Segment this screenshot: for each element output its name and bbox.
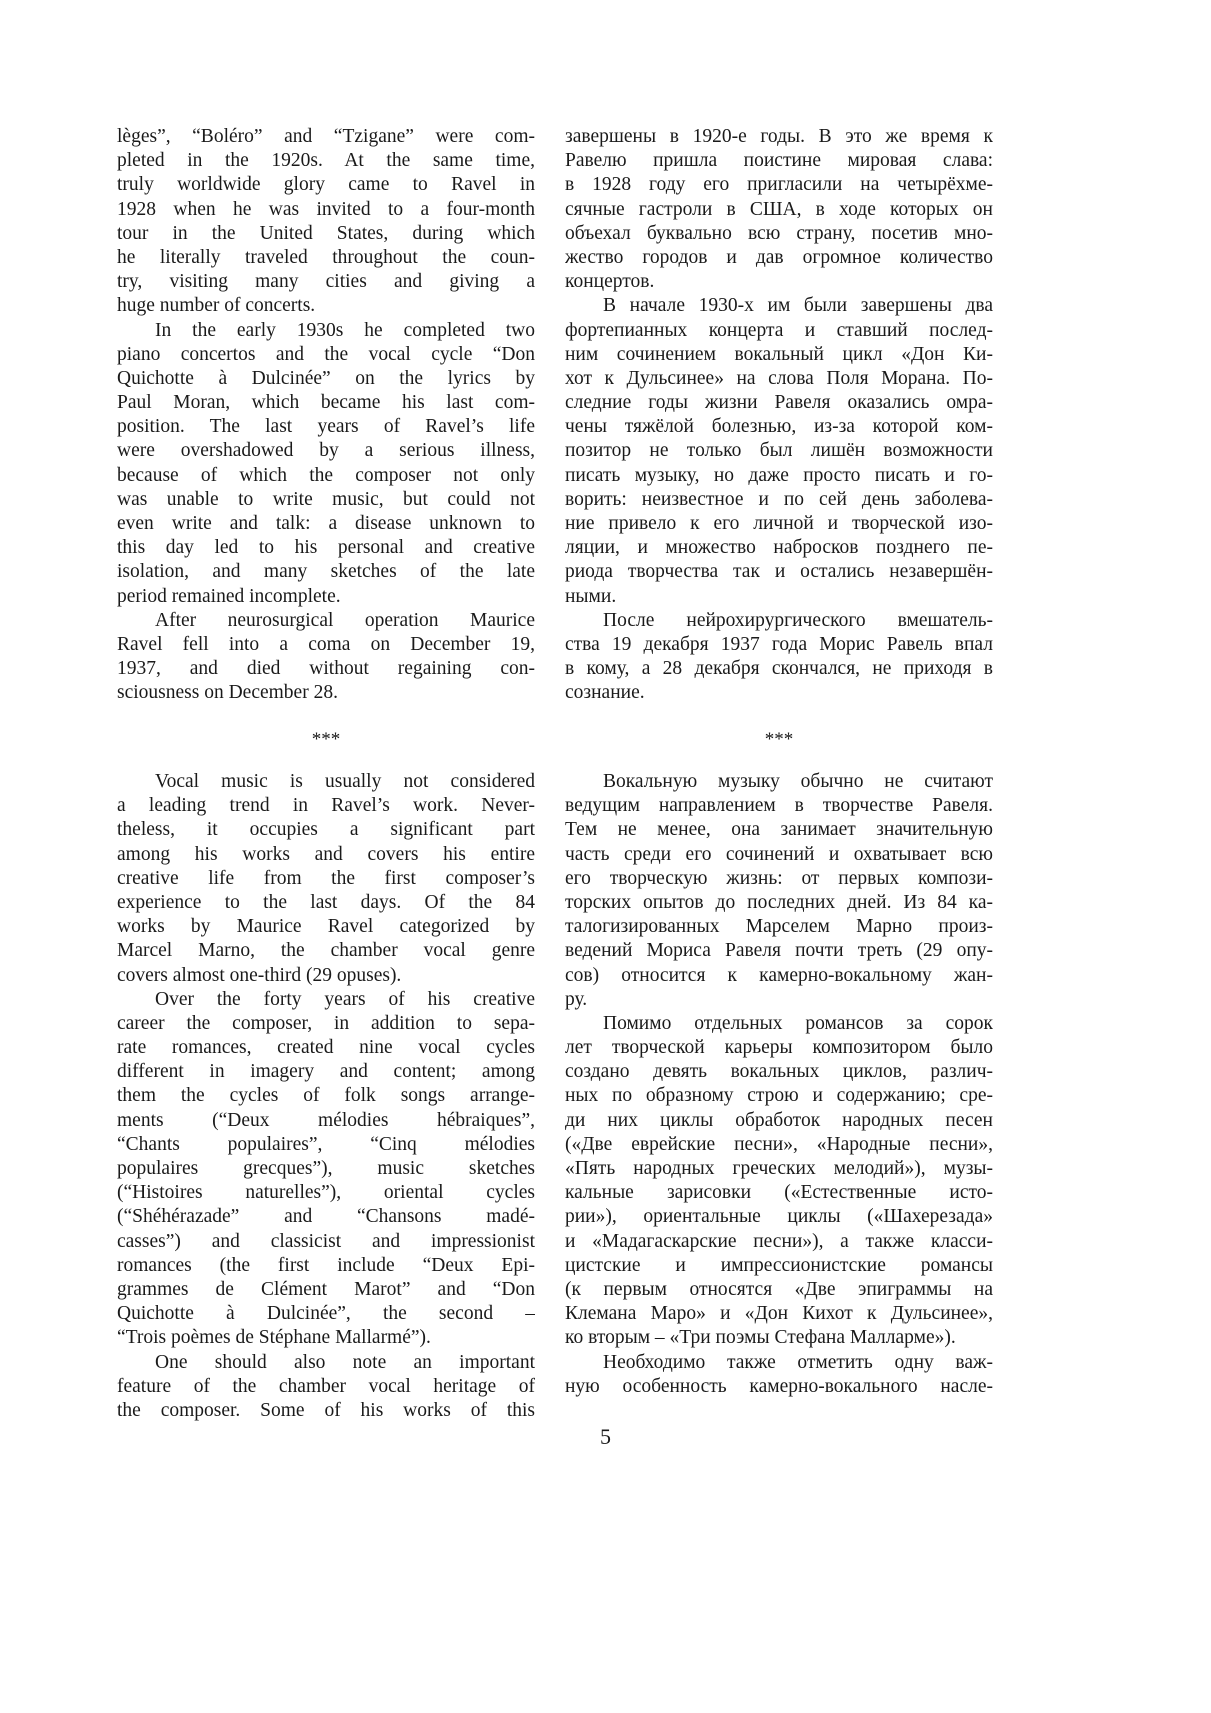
paragraph [117, 1351, 535, 1424]
text-line: торских опытов до последних дней. Из 84 ка- [565, 891, 993, 913]
paragraph [565, 125, 993, 294]
text-line: ним сочинением вокальный цикл «Дон Ки- [565, 343, 993, 365]
text-line: 1937, and died without regaining con- [117, 658, 535, 680]
text-line: сов) относится к камерно-вокальному жан- [565, 964, 993, 986]
text-line: Равелю пришла поистине мировая слава: [565, 150, 993, 172]
text-line: isolation, and many sketches of the late [117, 561, 535, 583]
text-line: писать музыку, но даже просто писать и го- [565, 464, 993, 486]
text-line: different in imagery and content; among [117, 1061, 535, 1083]
text-line: завершены в 1920-е годы. В это же время к [565, 126, 993, 147]
text-line: ди них циклы обработок народных песен [565, 1109, 993, 1131]
section-separator-english: *** [311, 729, 341, 750]
text-line: талогизированных Марселем Марно произ- [565, 916, 993, 938]
text-line: career the composer, in addition to sepa- [117, 1012, 535, 1034]
text-line: lèges”, “Boléro” and “Tzigane” were com- [117, 126, 535, 147]
text-line: sciousness on December 28. [117, 682, 338, 704]
text-line: лет творческой карьеры композитором было [565, 1037, 993, 1059]
text-line: them the cycles of folk songs arrange- [117, 1085, 535, 1107]
text-line: Marcel Marno, the chamber vocal genre [117, 940, 535, 962]
text-line: were overshadowed by a serious illness, [117, 440, 535, 462]
text-line: truly worldwide glory came to Ravel in [117, 174, 535, 196]
text-line: Vocal music is usually not considered [155, 771, 535, 792]
text-line: ворить: неизвестное и по сей день заболева- [565, 488, 993, 510]
text-line: Необходимо также отметить одну важ- [603, 1351, 993, 1373]
text-line: (“Histoires naturelles”), oriental cycles [117, 1182, 535, 1204]
text-line: кальные зарисовки («Естественные исто- [565, 1182, 993, 1204]
text-line: pleted in the 1920s. At the same time, [117, 150, 535, 172]
text-line: grammes de Clément Marot” and “Don [117, 1278, 535, 1300]
text-line: this day led to his personal and creative [117, 537, 535, 559]
text-line: ляции, и множество набросков позднего пе- [565, 537, 993, 559]
text-line: риода творчества так и остались незавершён- [565, 561, 993, 583]
text-line: period remained incomplete. [117, 585, 341, 607]
text-line: сячные гастроли в США, в ходе которых он [565, 198, 993, 220]
text-line: После нейрохирургического вмешатель- [603, 609, 993, 631]
text-line: ведений Мориса Равеля почти треть (29 опу- [565, 940, 993, 962]
text-line: ства 19 декабря 1937 года Морис Равель впал [565, 633, 993, 655]
text-line: One should also note an important [155, 1351, 535, 1373]
russian-column-top [565, 125, 993, 706]
paragraph [117, 770, 535, 988]
text-line: жество городов и дав огромное количество [565, 246, 993, 268]
text-line: Over the forty years of his creative [155, 988, 535, 1010]
text-line: covers almost one-third (29 opuses). [117, 964, 402, 986]
text-line: чены тяжёлой болезнью, из-за которой ком- [565, 416, 993, 438]
text-line: try, visiting many cities and giving a [117, 271, 535, 293]
text-line: “Chants populaires”, “Cinq mélodies [117, 1133, 535, 1155]
text-line: Ravel fell into a coma on December 19, [117, 633, 535, 655]
text-line: theless, it occupies a significant part [117, 819, 535, 841]
paragraph [565, 609, 993, 706]
text-line: концертов. [565, 271, 655, 293]
text-line: populaires grecques”), music sketches [117, 1158, 535, 1179]
text-line: (“Shéhérazade” and “Chansons madé- [117, 1206, 535, 1228]
paragraph [117, 988, 535, 1351]
text-line: «Пять народных греческих мелодий»), музы- [565, 1158, 993, 1179]
text-line: и «Мадагаскарские песни»), а также класси- [565, 1230, 993, 1252]
paragraph [117, 319, 535, 609]
text-line: Помимо отдельных романсов за сорок [603, 1012, 993, 1034]
section-separator-russian: *** [764, 729, 794, 750]
text-line: even write and talk: a disease unknown to [117, 513, 535, 534]
english-column-bottom [117, 770, 535, 1423]
paragraph [565, 1351, 993, 1399]
text-line: Клемана Маро» и «Дон Кихот к Дульсинее», [565, 1303, 993, 1325]
text-line: ных по образному строю и содержанию; сре- [565, 1085, 993, 1107]
text-line: сознание. [565, 682, 645, 704]
paragraph [565, 294, 993, 608]
text-line: a leading trend in Ravel’s work. Never- [117, 795, 535, 817]
text-line: объехал буквально всю страну, посетив мно- [565, 222, 993, 244]
paragraph [565, 770, 993, 1012]
text-line: was unable to write music, but could not [117, 488, 535, 510]
paragraph [117, 609, 535, 706]
text-line: ную особенность камерно-вокального насле- [565, 1375, 993, 1397]
text-line: рии»), ориентальные циклы («Шахерезада» [565, 1206, 993, 1228]
text-line: tour in the United States, during which [117, 222, 535, 244]
text-line: в 1928 году его пригласили на четырёхме- [565, 174, 993, 196]
text-line: часть среди его сочинений и охватывает всю [565, 843, 993, 865]
text-line: casses”) and classicist and impressionist [117, 1230, 535, 1252]
text-line: В начале 1930-х им были завершены два [603, 295, 993, 317]
text-line: Quichotte à Dulcinée” on the lyrics by [117, 367, 535, 389]
text-line: хот к Дульсинее» на слова Поля Морана. По- [565, 367, 993, 389]
english-column-top [117, 125, 535, 706]
text-line: 1928 when he was invited to a four-month [117, 198, 535, 220]
text-line: feature of the chamber vocal heritage of [117, 1375, 535, 1397]
text-line: piano concertos and the vocal cycle “Don [117, 343, 535, 365]
text-line: ру. [565, 988, 588, 1010]
paragraph [117, 125, 535, 319]
text-line: “Trois poèmes de Stéphane Mallarmé”). [117, 1327, 431, 1349]
text-line: works by Maurice Ravel categorized by [117, 916, 535, 938]
text-line: в кому, а 28 декабря скончался, не приходя в [565, 658, 993, 680]
text-line: he literally traveled throughout the coun- [117, 246, 535, 268]
text-line: experience to the last days. Of the 84 [117, 891, 535, 913]
text-line: the composer. Some of his works of this [117, 1399, 535, 1421]
text-line: ведущим направлением в творчестве Равеля. [565, 795, 993, 817]
paragraph [565, 1012, 993, 1351]
text-line: (к первым относятся «Две эпиграммы на [565, 1278, 993, 1300]
text-line: ments (“Deux mélodies hébraiques”, [117, 1109, 535, 1131]
text-line: creative life from the first composer’s [117, 867, 535, 889]
text-line: Quichotte à Dulcinée”, the second – [117, 1303, 535, 1325]
text-line: («Две еврейские песни», «Народные песни», [565, 1133, 993, 1155]
text-line: цистские и импрессионистские романсы [565, 1254, 993, 1276]
text-line: Paul Moran, which became his last com- [117, 392, 535, 414]
text-line: After neurosurgical operation Maurice [155, 609, 535, 631]
text-line: position. The last years of Ravel’s life [117, 416, 535, 438]
text-line: rate romances, created nine vocal cycles [117, 1037, 535, 1059]
text-line: In the early 1930s he completed two [155, 319, 535, 341]
text-line: его творческую жизнь: от первых компози- [565, 867, 993, 889]
page-number: 5 [600, 1424, 611, 1449]
text-line: among his works and covers his entire [117, 843, 535, 865]
text-line: Тем не менее, она занимает значительную [565, 819, 993, 841]
text-line: ко вторым – «Три поэмы Стефана Малларме»). [565, 1327, 956, 1349]
text-line: следние годы жизни Равеля оказались омра- [565, 392, 993, 414]
text-line: ными. [565, 585, 617, 607]
text-line: romances (the first include “Deux Epi- [117, 1254, 535, 1276]
russian-column-bottom [565, 770, 993, 1399]
text-line: ние привело к его личной и творческой изо- [565, 513, 993, 534]
text-line: фортепианных концерта и ставший послед- [565, 319, 993, 341]
text-line: Вокальную музыку обычно не считают [603, 771, 993, 792]
text-line: создано девять вокальных циклов, различ- [565, 1061, 993, 1083]
text-line: позитор не только был лишён возможности [565, 440, 993, 462]
text-line: huge number of concerts. [117, 295, 316, 317]
text-line: because of which the composer not only [117, 464, 535, 486]
